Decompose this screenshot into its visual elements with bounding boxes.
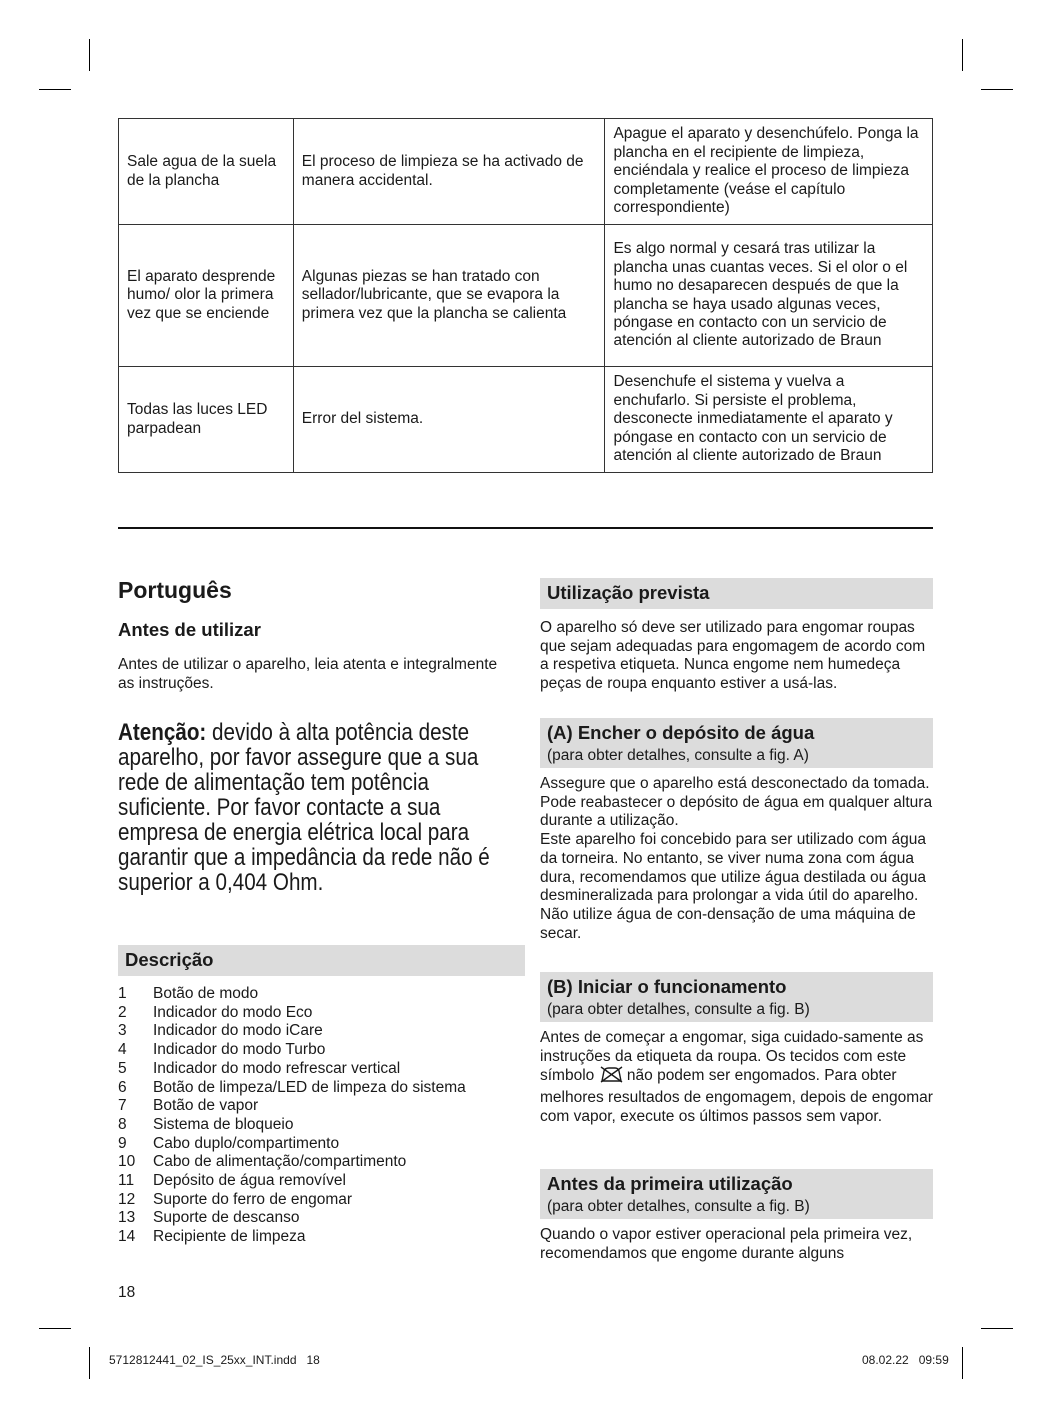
solution-cell: Apague el aparato y desenchúfelo. Ponga la plancha en el recipiente de limpieza, enciéndala y realice el proceso de limpieza completamente (veáse el capítulo correspondiente) — [605, 119, 933, 225]
language-title: Português — [118, 577, 232, 603]
list-item-number: 5 — [118, 1059, 127, 1077]
table-row — [119, 225, 933, 367]
list-item — [118, 1060, 511, 1079]
list-item — [118, 1041, 511, 1060]
solution-cell: Es algo normal y cesará tras utilizar la plancha unas cuantas veces. Si el olor o el humo no desaparecen después de que la plancha se haya usado algunas veces, póngase en contacto con un servicio de atención al cliente autorizado de Braun — [605, 225, 933, 367]
problem-cell: Sale agua de la suela de la plancha — [119, 119, 294, 225]
list-item — [118, 1228, 511, 1247]
list-item-text: Botão de vapor — [153, 1097, 259, 1115]
solution-cell: Desenchufe el sistema y vuelva a enchufarlo. Si persiste el problema, desconecte inmediatamente el aparato y póngase en contacto con un servicio de atención al cliente autorizado de Braun — [605, 367, 933, 473]
crop-mark — [89, 1347, 90, 1379]
list-item-number: 13 — [118, 1209, 136, 1227]
list-item-number: 1 — [118, 985, 127, 1002]
description-header — [118, 945, 525, 976]
list-item-text: Indicador do modo Eco — [153, 1003, 313, 1021]
list-item-text: Botão de limpeza/LED de limpeza do sistema — [153, 1078, 466, 1096]
list-item-number: 10 — [118, 1153, 136, 1171]
start-text-before: Antes de começar a engomar, siga cuidado-samente as instruções da etiqueta da roupa. Os tecidos com este símbolo — [540, 1029, 924, 1085]
list-item-text: Suporte do ferro de engomar — [153, 1190, 353, 1208]
attention-notice — [118, 720, 518, 895]
first-use-text: Quando o vapor estiver operacional pela primeira vez, recomendamos que engome durante alguns — [540, 1226, 913, 1262]
do-not-iron-icon — [599, 1066, 623, 1089]
list-item-text: Cabo de alimentação/compartimento — [153, 1153, 407, 1171]
before-use-text: Antes de utilizar o aparelho, leia atenta e integralmente as instruções. — [118, 656, 498, 692]
list-item-number: 7 — [118, 1097, 127, 1115]
list-item-text: Botão de modo — [153, 985, 259, 1002]
crop-mark — [39, 1328, 71, 1329]
intended-use-section — [540, 578, 933, 694]
before-use-title: Antes de utilizar — [118, 619, 261, 640]
list-item-number: 6 — [118, 1078, 127, 1096]
start-title: (B) Iniciar o funcionamento — [547, 976, 787, 997]
list-item-number: 2 — [118, 1003, 127, 1021]
crop-mark — [962, 1347, 963, 1379]
list-item-number: 11 — [118, 1172, 135, 1190]
list-item-number: 12 — [118, 1190, 136, 1208]
list-item-number: 14 — [118, 1228, 136, 1246]
first-use-title: Antes da primeira utilização — [547, 1173, 793, 1194]
start-section — [540, 972, 933, 1127]
left-column — [118, 574, 511, 693]
attention-label: Atenção: — [118, 719, 207, 746]
list-item — [118, 1209, 511, 1228]
page-number: 18 — [118, 1284, 136, 1301]
list-item-text: Depósito de água removível — [153, 1172, 347, 1190]
section-divider — [118, 527, 933, 529]
fill-tank-title: (A) Encher o depósito de água — [547, 722, 815, 743]
first-use-section — [540, 1169, 933, 1263]
fill-tank-note: (para obter detalhes, consulte a fig. A) — [547, 747, 809, 764]
list-item-number: 3 — [118, 1022, 127, 1040]
intended-use-text: O aparelho só deve ser utilizado para engomar roupas que sejam adequadas para engomagem de acordo com a respetiva etiqueta. Nunca engome nem humedeça peças de roupa enquanto estiver a usá-las. — [540, 619, 926, 693]
list-item — [118, 1153, 511, 1172]
start-note: (para obter detalhes, consulte a fig. B) — [547, 1001, 810, 1018]
problem-cell: Todas las luces LED parpadean — [119, 367, 294, 473]
footer-file-info: 5712812441_02_IS_25xx_INT.indd 18 — [109, 1353, 320, 1367]
list-item — [118, 1191, 511, 1210]
cause-cell: Algunas piezas se han tratado con sellador/lubricante, que se evapora la primera vez que la plancha se calienta — [293, 225, 605, 367]
crop-mark — [89, 39, 90, 71]
description-list — [118, 985, 511, 1247]
intended-use-header — [540, 578, 933, 609]
list-item — [118, 1172, 511, 1191]
list-item — [118, 985, 511, 1004]
list-item-number: 9 — [118, 1134, 127, 1152]
crop-mark — [39, 89, 71, 90]
start-text — [540, 1029, 933, 1127]
start-text-after: não podem ser engomados. Para obter melhores resultados de engomagem, depois de engomar com vapor, execute os últimos passos sem vapor. — [540, 1067, 933, 1125]
table-row — [119, 119, 933, 225]
list-item-text: Suporte de descanso — [153, 1209, 300, 1227]
list-item — [118, 1116, 511, 1135]
crop-mark — [981, 1328, 1013, 1329]
first-use-header — [540, 1169, 933, 1219]
list-item-number: 8 — [118, 1115, 127, 1133]
fill-tank-text: Assegure que o aparelho está desconectado da tomada. Pode reabastecer o depósito de água em qualquer altura durante a utilização. Este aparelho foi concebido para ser utilizado com água da torneira. No entanto, se viver numa zona com água dura, recomendamos que utilize água destilada ou água desmineralizada para prolongar a vida útil do aparelho. Não utilize água de con-densação de uma máquina de secar. — [540, 775, 933, 942]
list-item-text: Indicador do modo iCare — [153, 1022, 323, 1040]
cause-cell: Error del sistema. — [293, 367, 605, 473]
fill-tank-header — [540, 718, 933, 768]
crop-mark — [981, 89, 1013, 90]
list-item — [118, 1022, 511, 1041]
list-item-number: 4 — [118, 1041, 127, 1059]
list-item-text: Cabo duplo/compartimento — [153, 1134, 340, 1152]
list-item-text: Recipiente de limpeza — [153, 1228, 306, 1246]
crop-mark — [962, 39, 963, 71]
intended-use-title: Utilização prevista — [547, 582, 710, 603]
list-item — [118, 1135, 511, 1154]
description-title: Descrição — [125, 949, 214, 970]
list-item — [118, 1004, 511, 1023]
problem-cell: El aparato desprende humo/ olor la primera vez que se enciende — [119, 225, 294, 367]
footer-date: 08.02.22 09:59 — [862, 1353, 949, 1367]
fill-tank-section — [540, 718, 933, 943]
list-item — [118, 1097, 511, 1116]
start-header — [540, 972, 933, 1022]
cause-cell: El proceso de limpieza se ha activado de manera accidental. — [293, 119, 605, 225]
troubleshooting-table — [118, 118, 933, 473]
list-item-text: Indicador do modo refrescar vertical — [153, 1059, 401, 1077]
table-row — [119, 367, 933, 473]
list-item — [118, 1079, 511, 1098]
attention-text: devido à alta potência deste aparelho, por favor assegure que a sua rede de alimentação tem potência suficiente. Por favor contacte a sua empresa de energia elétrica local para garantir que a impedância da rede não é superior a 0,404 Ohm. — [118, 719, 490, 896]
list-item-text: Sistema de bloqueio — [153, 1115, 294, 1133]
list-item-text: Indicador do modo Turbo — [153, 1041, 326, 1059]
first-use-note: (para obter detalhes, consulte a fig. B) — [547, 1198, 810, 1215]
